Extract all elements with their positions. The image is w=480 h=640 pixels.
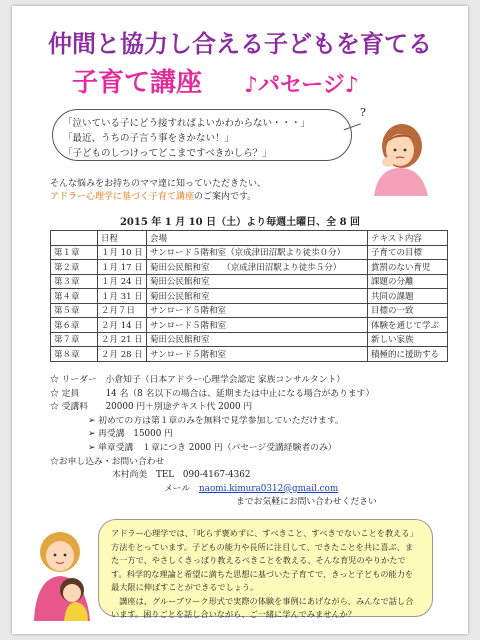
table-header-cell: テキスト内容 [368, 231, 448, 246]
intro-line-1: そんな悩みをお持ちのママ達に知っていただきたい、 [50, 179, 267, 189]
worry-line-1: 「泣いている子にどう接すればよいかわからない・・・」 [63, 118, 311, 129]
table-cell: ２月７日 [98, 303, 147, 318]
table-cell: 第２章 [51, 260, 98, 275]
table-cell: １月 10 日 [98, 245, 147, 260]
table-cell: 子育ての目標 [368, 245, 448, 260]
table-cell: 菊田公民館和室 [147, 274, 368, 289]
worry-speech-bubble [52, 109, 352, 161]
table-header-row [51, 231, 448, 246]
worry-line-2: 「最近、うちの子言う事をきかない！」 [63, 133, 235, 144]
leader-info: ☆ リーダー 小倉知子（日本アドラー心理学会認定 家族コンサルタント） [50, 375, 346, 385]
table-header-cell [51, 231, 98, 246]
table-row [51, 303, 448, 318]
intro-line-2-rest: のご案内です。 [194, 192, 257, 202]
table-cell: サンロード５階和室 [147, 318, 368, 333]
adler-course-highlight: アドラー心理学に基づく子育て講座 [50, 192, 195, 202]
capacity-info: ☆ 定員 14 名（8 名以下の場合は、延期または中止になる場合があります） [50, 388, 375, 399]
table-cell: １月 24 日 [98, 274, 147, 289]
fee-note-single: ➢ 単章受講 １章につき 2000 円（パセージ受講経験者のみ） [88, 442, 337, 453]
table-cell: 第１章 [51, 245, 98, 260]
table-row [51, 332, 448, 347]
table-cell: 賞罰のない育児 [368, 260, 448, 275]
contact-heading: ☆お申し込み・お問い合わせ [50, 456, 165, 467]
table-cell: ２月 21 日 [98, 332, 147, 347]
mail-label: メール [164, 483, 191, 494]
table-row [51, 260, 448, 275]
explanation-paragraph-1: アドラー心理学では、「叱らず褒めずに、すべきこと、すべきでないことを教える」方法をとっています。子どもの能力や長所に注目して、できたことを共に喜ぶ、また一方で、やさしくきっぱり教えるべきことを教える、そんな育児のやりかたです。科学的な理論と希望に満ちた思想に基づいた子育てで、きっと子どもの能力を最大限に伸ばすことができるでしょう。 [111, 528, 418, 592]
table-cell: 新しい家族 [368, 332, 448, 347]
table-cell: 課題の分離 [368, 274, 448, 289]
table-header-cell: 会場 [147, 231, 368, 246]
table-cell: サンロード５階和室 [147, 347, 368, 362]
schedule-table [50, 230, 448, 362]
table-cell: 菊田公民館和室 [147, 332, 368, 347]
table-cell: 菊田公民館和室 （京成津田沼駅より徒歩５分） [147, 260, 368, 275]
contact-mail-row [50, 483, 377, 497]
contact-phone: 木村尚美 TEL 090-4167-4362 [112, 470, 251, 481]
mother-child-illustration [30, 526, 100, 621]
start-date: 2015 年 1 月 10 日（土）より毎週土曜日、全 8 回 [119, 217, 361, 228]
course-title: 子育て講座 [72, 68, 203, 98]
table-cell: 目標の一致 [368, 303, 448, 318]
intro-line-2 [50, 191, 266, 204]
table-cell: 第６章 [51, 318, 98, 333]
table-cell: 第４章 [51, 289, 98, 304]
table-row [51, 318, 448, 333]
table-cell: 第８章 [51, 347, 98, 362]
fee-note-retake: ➢ 再受講 15000 円 [88, 429, 173, 440]
table-cell: 第５章 [51, 303, 98, 318]
course-info [50, 374, 377, 510]
table-cell: 体験を通じて学ぶ [368, 318, 448, 333]
table-cell: ２月 28 日 [98, 347, 147, 362]
table-header-cell: 日程 [98, 231, 147, 246]
explanation-paragraph-2: 講座は、グループワーク形式で実際の体験を事例にあげながら、みんなで話し合います。困りごとを話し合いながら、ご一緒に学んでみませんか？ [111, 595, 414, 619]
table-cell: 積極的に援助する [368, 347, 448, 362]
table-row [51, 347, 448, 362]
table-row [51, 274, 448, 289]
table-cell: サンロード５階和室（京成津田沼駅より徒歩０分） [147, 245, 368, 260]
question-mark: ? [360, 106, 366, 119]
fee-info: ☆ 受講料 20000 円＋別途テキスト代 2000 円 [50, 402, 253, 413]
table-row [51, 289, 448, 304]
table-cell: 菊田公民館和室 [147, 289, 368, 304]
adler-explanation-box [98, 519, 433, 617]
fee-note-free: ➢ 初めての方は第１章のみを無料で見学参加していただけます。 [88, 415, 344, 426]
course-tag: ♪パセージ♪ [244, 73, 359, 98]
table-cell: ２月 14 日 [98, 318, 147, 333]
flyer-page [12, 6, 468, 634]
table-cell: １月 17 日 [98, 260, 147, 275]
table-row [51, 245, 448, 260]
table-cell: 共同の課題 [368, 289, 448, 304]
intro-text [50, 178, 266, 204]
table-cell: 第７章 [51, 332, 98, 347]
worried-mother-illustration [364, 116, 434, 196]
table-cell: サンロード５階和室 [147, 303, 368, 318]
table-cell: １月 31 日 [98, 289, 147, 304]
main-title: 仲間と協力し合える子どもを育てる [48, 30, 432, 58]
table-cell: 第３章 [51, 274, 98, 289]
worry-line-3: 「子どものしつけってどこまですべきかしら？」 [63, 148, 272, 159]
contact-closing: までお気軽にお問い合わせください [236, 497, 377, 508]
email-link[interactable]: naomi.kimura0312@gmail.com [199, 483, 339, 494]
